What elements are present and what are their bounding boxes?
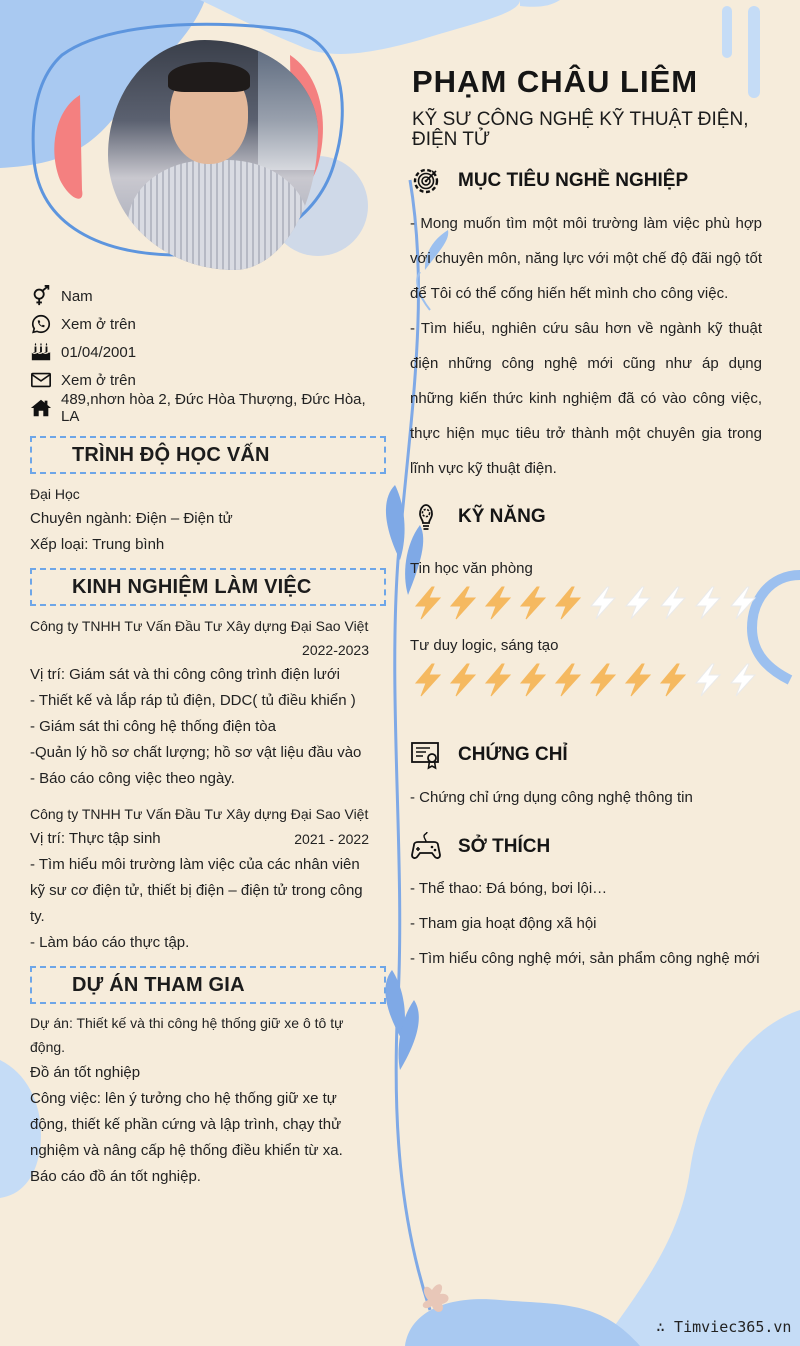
education-degree: Đại Học <box>30 486 80 502</box>
contact-gender <box>30 282 380 310</box>
objective-heading: MỤC TIÊU NGHỀ NGHIỆP <box>458 170 689 191</box>
bolt-filled-icon <box>482 663 517 699</box>
bolt-filled-icon <box>412 663 447 699</box>
education-heading-box <box>30 436 386 474</box>
objective-text-2: - Tìm hiểu, nghiên cứu sâu hơn về ngành kỹ thuật điện những công nghệ mới cũng như áp dụng những kiến thức kinh nghiệm đã có vào công việc, thực hiện mục tiêu trở thành một chuyên gia trong lĩnh vực kỹ thuật điện. <box>410 320 762 477</box>
contact-info <box>30 282 380 425</box>
project-work: Công việc: lên ý tưởng cho hệ thống giữ xe tự động, thiết kế phần cứng và lập trình, chạy thử nghiệm và nâng cấp hệ thống điều khiển từ xa. Báo cáo đồ án tốt nghiệp. <box>30 1090 343 1185</box>
bolt-filled-icon <box>657 663 692 699</box>
bolt-empty-icon <box>692 586 727 622</box>
bolt-empty-icon <box>727 586 762 622</box>
contact-birthday <box>30 338 380 366</box>
watermark: ∴ Timviec365.vn <box>656 1318 792 1336</box>
projects-heading-box <box>30 966 386 1004</box>
hobby-item: - Thể thao: Đá bóng, bơi lội… <box>410 880 608 897</box>
hobbies-heading-row <box>410 830 550 864</box>
job-1-duty: - Thiết kế và lắp ráp tủ điện, DDC( tủ điều khiển ) <box>30 692 356 709</box>
job-1-position: Vị trí: Giám sát và thi công công trình điện lưới <box>30 666 341 683</box>
certificates-heading: CHỨNG CHỈ <box>458 744 568 765</box>
birthday-cake-icon <box>30 341 52 363</box>
job-1-duty: -Quản lý hồ sơ chất lượng; hồ sơ vật liệu đầu vào <box>30 744 362 761</box>
birthday-text: 01/04/2001 <box>61 343 137 361</box>
bolt-filled-icon <box>552 586 587 622</box>
bolt-filled-icon <box>412 586 447 622</box>
job-1-duty: - Giám sát thi công hệ thống điện tòa <box>30 718 276 735</box>
gamepad-icon <box>410 831 442 863</box>
experience-heading-box <box>30 568 386 606</box>
lightbulb-gear-icon <box>410 501 442 533</box>
skill-2-label: Tư duy logic, sáng tạo <box>410 637 559 654</box>
bolt-filled-icon <box>447 663 482 699</box>
bolt-filled-icon <box>517 663 552 699</box>
skill-2-rating <box>412 663 762 699</box>
job-1-period: 2022-2023 <box>302 642 369 658</box>
hobby-item: - Tìm hiểu công nghệ mới, sản phẩm công nghệ mới <box>410 950 760 967</box>
job-1-company: Công ty TNHH Tư Vấn Đầu Tư Xây dựng Đại Sao Việt <box>30 618 369 634</box>
skills-heading-row <box>410 500 546 534</box>
candidate-name: PHẠM CHÂU LIÊM <box>412 64 699 99</box>
candidate-title: KỸ SƯ CÔNG NGHỆ KỸ THUẬT ĐIỆN, ĐIỆN TỬ <box>412 109 749 150</box>
bolt-filled-icon <box>552 663 587 699</box>
projects-heading: DỰ ÁN THAM GIA <box>72 974 245 996</box>
education-heading: TRÌNH ĐỘ HỌC VẤN <box>72 444 270 466</box>
experience-heading: KINH NGHIỆM LÀM VIỆC <box>72 576 312 598</box>
skills-heading: KỸ NĂNG <box>458 506 546 527</box>
bolt-empty-icon <box>692 663 727 699</box>
gear-target-icon <box>410 165 442 197</box>
objective-heading-row <box>410 164 688 198</box>
job-2-company: Công ty TNHH Tư Vấn Đầu Tư Xây dựng Đại Sao Việt <box>30 806 369 822</box>
certificate-item: - Chứng chỉ ứng dụng công nghệ thông tin <box>410 789 693 806</box>
bolt-filled-icon <box>622 663 657 699</box>
bolt-empty-icon <box>727 663 762 699</box>
bolt-filled-icon <box>447 586 482 622</box>
certificate-icon <box>410 739 442 771</box>
phone-text: Xem ở trên <box>61 315 136 333</box>
profile-photo-frame <box>28 28 348 264</box>
address-text: 489,nhơn hòa 2, Đức Hòa Thượng, Đức Hòa, LA <box>61 391 366 425</box>
email-text: Xem ở trên <box>61 371 136 389</box>
certificates-heading-row <box>410 738 568 772</box>
job-2-period: 2021 - 2022 <box>294 831 369 847</box>
project-name: Dự án: Thiết kế và thi công hệ thống giữ xe ô tô tự động. <box>30 1015 344 1055</box>
objective-text-1: - Mong muốn tìm một môi trường làm việc phù hợp với chuyên môn, năng lực với một chế độ đãi ngộ tốt để Tôi có thể cống hiến hết mình cho công việc. <box>410 215 762 302</box>
education-rank: Xếp loại: Trung bình <box>30 536 165 553</box>
bolt-empty-icon <box>622 586 657 622</box>
skill-1-rating <box>412 586 762 622</box>
hobby-item: - Tham gia hoạt động xã hội <box>410 915 597 932</box>
skill-1-label: Tin học văn phòng <box>410 560 533 577</box>
education-major: Chuyên ngành: Điện – Điện tử <box>30 510 233 527</box>
job-1-duty: - Báo cáo công việc theo ngày. <box>30 770 235 787</box>
job-2-position: Vị trí: Thực tập sinh <box>30 830 161 847</box>
job-2-duty: - Làm báo cáo thực tập. <box>30 934 190 951</box>
profile-photo <box>108 40 318 270</box>
bolt-empty-icon <box>657 586 692 622</box>
hobbies-heading: SỞ THÍCH <box>458 836 551 857</box>
bolt-filled-icon <box>587 663 622 699</box>
contact-address <box>30 391 380 425</box>
contact-email <box>30 366 380 394</box>
project-type: Đồ án tốt nghiệp <box>30 1064 141 1081</box>
envelope-icon <box>30 369 52 391</box>
bolt-filled-icon <box>482 586 517 622</box>
contact-phone <box>30 310 380 338</box>
whatsapp-phone-icon <box>30 313 52 335</box>
bolt-filled-icon <box>517 586 552 622</box>
gender-icon <box>30 285 52 307</box>
home-icon <box>30 397 52 419</box>
gender-text: Nam <box>61 287 93 305</box>
bolt-empty-icon <box>587 586 622 622</box>
job-2-duty: - Tìm hiểu môi trường làm việc của các nhân viên kỹ sư cơ điện tử, thiết bị điện – điện tử trong công ty. <box>30 856 363 925</box>
